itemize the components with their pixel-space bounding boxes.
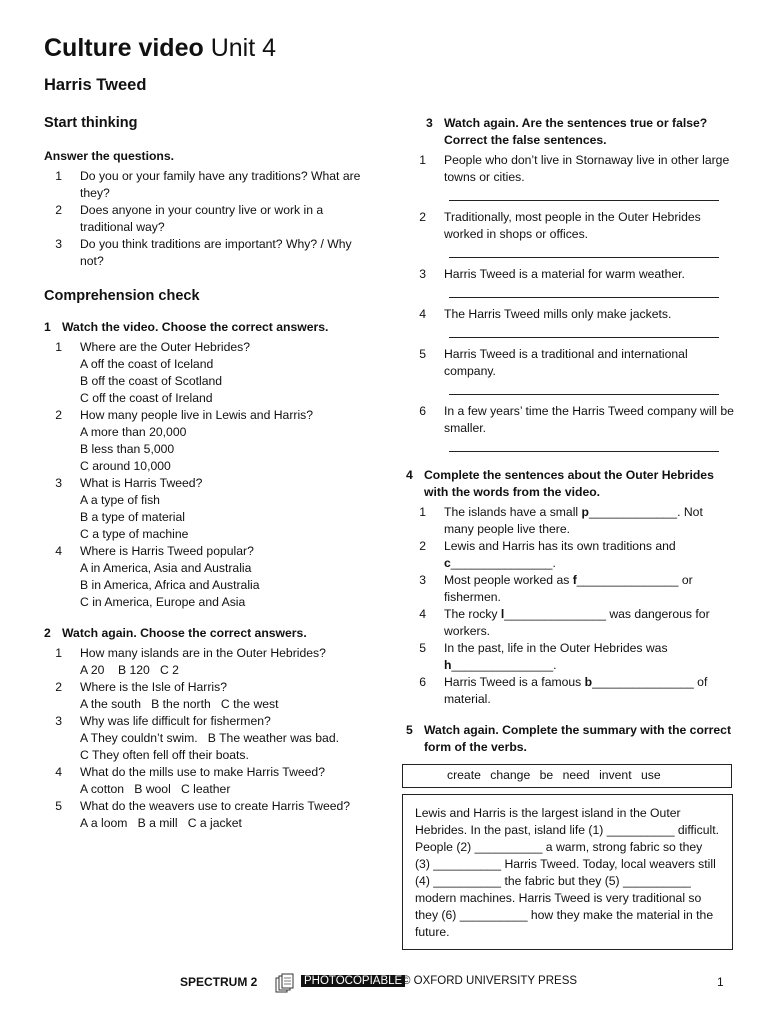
statement-row — [406, 209, 736, 243]
list-item — [44, 236, 374, 270]
answer-option: B a type of material — [80, 510, 185, 524]
sentence-start: In the past, life in the Outer Hebrides was — [444, 641, 668, 655]
question-row — [44, 764, 374, 781]
item-text: Does anyone in your country live or work in a traditional way? — [80, 203, 324, 234]
gap-fill-text — [444, 674, 736, 708]
sentence-end: . — [552, 556, 556, 570]
exercise-text: Complete the sentences about the Outer Hebrides with the words from the video. — [424, 468, 714, 499]
item-text: Do you or your family have any traditions? What are they? — [80, 169, 361, 200]
answer-blank[interactable]: _______________ — [576, 573, 679, 587]
statement-text: The Harris Tweed mills only make jackets. — [444, 307, 672, 321]
item-number: 4 — [55, 544, 62, 558]
exercise-number: 2 — [44, 626, 51, 640]
gap-fill-row — [406, 538, 736, 572]
item-number: 5 — [419, 641, 426, 655]
question-text: Where is the Isle of Harris? — [80, 680, 227, 694]
exercise-text: Watch again. Complete the summary with the correct form of the verbs. — [424, 723, 732, 754]
item-number: 2 — [55, 203, 62, 217]
question-row — [44, 407, 374, 424]
start-thinking-questions — [44, 168, 374, 270]
item-number: 4 — [419, 307, 426, 321]
answer-option: B off the coast of Scotland — [80, 374, 223, 388]
first-letter: p — [581, 505, 589, 519]
item-number: 5 — [55, 799, 62, 813]
page-footer — [0, 973, 768, 993]
sentence-end: or fishermen. — [444, 573, 693, 604]
item-number: 2 — [419, 210, 426, 224]
sentence-start: Most people worked as — [444, 573, 573, 587]
first-letter: f — [572, 573, 577, 587]
answer-option: C a type of machine — [80, 527, 189, 541]
answer-option: A They couldn’t swim. B The weather was bad. — [80, 731, 340, 745]
exercise-2-instruction — [44, 625, 374, 642]
exercise-text: Watch again. Are the sentences true or false? Correct the false sentences. — [444, 116, 708, 147]
answer-blank[interactable]: _______________ — [451, 658, 554, 672]
item-number: 2 — [55, 680, 62, 694]
item-number: 1 — [55, 340, 62, 354]
item-number: 1 — [419, 153, 426, 167]
word-box: create change be need invent use — [402, 764, 732, 788]
item-number: 1 — [55, 646, 62, 660]
first-letter: h — [444, 658, 452, 672]
statement-row — [406, 403, 736, 437]
answer-line[interactable] — [449, 437, 719, 452]
answer-blank[interactable]: _______________ — [592, 675, 694, 689]
exercise-1-list — [44, 339, 374, 611]
statement-text: Harris Tweed is a traditional and international company. — [444, 347, 688, 378]
answer-option: A more than 20,000 — [80, 425, 187, 439]
first-letter: c — [444, 556, 451, 570]
footer-series: SPECTRUM 2 — [180, 975, 258, 989]
gap-fill-row — [406, 572, 736, 606]
right-column — [406, 115, 736, 950]
sentence-end: . Not many people live there. — [444, 505, 703, 536]
gap-fill-row — [406, 606, 736, 640]
statement-text: Traditionally, most people in the Outer Hebrides worked in shops or offices. — [444, 210, 701, 241]
item-number: 6 — [419, 675, 426, 689]
answer-line[interactable] — [449, 283, 719, 298]
start-thinking-heading: Start thinking — [44, 115, 138, 131]
answer-option: B less than 5,000 — [80, 442, 175, 456]
question-text: What is Harris Tweed? — [80, 476, 203, 490]
left-column — [44, 115, 374, 832]
item-number: 3 — [55, 714, 62, 728]
answer-blank[interactable]: _____________ — [588, 505, 678, 519]
publisher-credit: © OXFORD UNIVERSITY PRESS — [402, 975, 578, 987]
question-row — [44, 679, 374, 696]
statement-row — [406, 306, 736, 323]
answer-option: A 20 B 120 C 2 — [80, 663, 179, 677]
answer-option: A a type of fish — [80, 493, 160, 507]
page-subtitle: Harris Tweed — [44, 76, 147, 94]
gap-fill-text — [444, 606, 736, 640]
answer-option: A off the coast of Iceland — [80, 357, 214, 371]
exercise-number: 1 — [44, 320, 51, 334]
item-number: 4 — [55, 765, 62, 779]
gap-fill-row — [406, 640, 736, 674]
item-number: 5 — [419, 347, 426, 361]
question-text: What do the weavers use to create Harris Tweed? — [80, 799, 351, 813]
list-item — [44, 202, 374, 236]
answer-line[interactable] — [449, 380, 719, 395]
exercise-5-instruction — [406, 722, 736, 756]
exercise-2-list — [44, 645, 374, 832]
item-number: 1 — [419, 505, 426, 519]
exercise-3-list — [406, 152, 736, 452]
answer-line[interactable] — [449, 186, 719, 201]
question-row — [44, 798, 374, 815]
question-text: What do the mills use to make Harris Tweed? — [80, 765, 325, 779]
question-row — [44, 475, 374, 492]
gap-fill-text — [444, 538, 736, 572]
question-row — [44, 645, 374, 662]
exercise-text: Watch again. Choose the correct answers. — [62, 626, 307, 640]
exercise-1-instruction — [44, 319, 374, 336]
statement-text: In a few years’ time the Harris Tweed company will be smaller. — [444, 404, 734, 435]
answer-option: A the south B the north C the west — [80, 697, 279, 711]
gap-fill-text — [444, 572, 736, 606]
statement-text: Harris Tweed is a material for warm weather. — [444, 267, 685, 281]
question-text: How many people live in Lewis and Harris? — [80, 408, 314, 422]
item-number: 2 — [419, 539, 426, 553]
photocopiable-badge: PHOTOCOPIABLE — [301, 975, 405, 987]
item-number: 4 — [419, 607, 426, 621]
question-text: Where are the Outer Hebrides? — [80, 340, 251, 354]
answer-option: C off the coast of Ireland — [80, 391, 213, 405]
sentence-start: The islands have a small — [444, 505, 582, 519]
item-number: 3 — [419, 573, 426, 587]
answer-line[interactable] — [449, 323, 719, 338]
item-number: 3 — [419, 267, 426, 281]
page-title — [44, 34, 276, 63]
item-number: 3 — [55, 237, 62, 251]
first-letter: l — [500, 607, 505, 621]
sentence-start: Harris Tweed is a famous — [444, 675, 585, 689]
answer-option: C in America, Europe and Asia — [80, 595, 246, 609]
exercise-number: 5 — [406, 723, 413, 737]
item-number: 3 — [55, 476, 62, 490]
answer-line[interactable] — [449, 243, 719, 258]
exercise-number: 3 — [426, 116, 433, 130]
exercise-4-list — [406, 504, 736, 708]
gap-fill-text — [444, 504, 736, 538]
item-text: Do you think traditions are important? Why? / Why not? — [80, 237, 352, 268]
question-row — [44, 339, 374, 356]
gap-fill-row — [406, 674, 736, 708]
gap-fill-text — [444, 640, 736, 674]
list-item — [44, 168, 374, 202]
question-text: How many islands are in the Outer Hebrides? — [80, 646, 326, 660]
question-row — [44, 543, 374, 560]
statement-row — [406, 152, 736, 186]
comprehension-heading: Comprehension check — [44, 288, 200, 304]
question-text: Why was life difficult for fishermen? — [80, 714, 271, 728]
start-thinking-instruction: Answer the questions. — [44, 149, 175, 163]
gap-fill-row — [406, 504, 736, 538]
photocopy-icon — [274, 973, 294, 993]
page-number: 1 — [717, 975, 724, 989]
sentence-start: Lewis and Harris has its own traditions and — [444, 539, 676, 553]
title-unit: Unit 4 — [203, 34, 277, 62]
question-text: Where is Harris Tweed popular? — [80, 544, 254, 558]
sentence-start: The rocky — [444, 607, 501, 621]
answer-option: A cotton B wool C leather — [80, 782, 231, 796]
exercise-text: Watch the video. Choose the correct answers. — [62, 320, 329, 334]
answer-option: A a loom B a mill C a jacket — [80, 816, 242, 830]
question-row — [44, 713, 374, 730]
answer-option: A in America, Asia and Australia — [80, 561, 252, 575]
title-bold: Culture video — [44, 34, 204, 62]
summary-box: Lewis and Harris is the largest island in the Outer Hebrides. In the past, island life (1) __________ difficult. People (2) __________ a warm, strong fabric so they (3) __________ Harris Tweed. Today, local weavers still (4) __________ the fabric but they (5) __________ modern machines. Harris Tweed is very traditional so they (6) __________ how they make the material in the future. — [402, 794, 733, 950]
answer-option: C around 10,000 — [80, 459, 171, 473]
sentence-end: was dangerous for workers. — [444, 607, 710, 638]
sentence-end: . — [553, 658, 557, 672]
statement-text: People who don’t live in Stornaway live in other large towns or cities. — [444, 153, 730, 184]
exercise-number: 4 — [406, 468, 413, 482]
item-number: 6 — [419, 404, 426, 418]
item-number: 2 — [55, 408, 62, 422]
sentence-end: of material. — [444, 675, 708, 706]
statement-row — [406, 346, 736, 380]
answer-blank[interactable]: _______________ — [504, 607, 606, 621]
exercise-4-instruction — [406, 467, 736, 501]
answer-option: C They often fell off their boats. — [80, 748, 249, 762]
item-number: 1 — [55, 169, 62, 183]
answer-blank[interactable]: _______________ — [450, 556, 553, 570]
exercise-3-instruction — [426, 115, 736, 149]
statement-row — [406, 266, 736, 283]
answer-option: B in America, Africa and Australia — [80, 578, 260, 592]
first-letter: b — [584, 675, 593, 689]
